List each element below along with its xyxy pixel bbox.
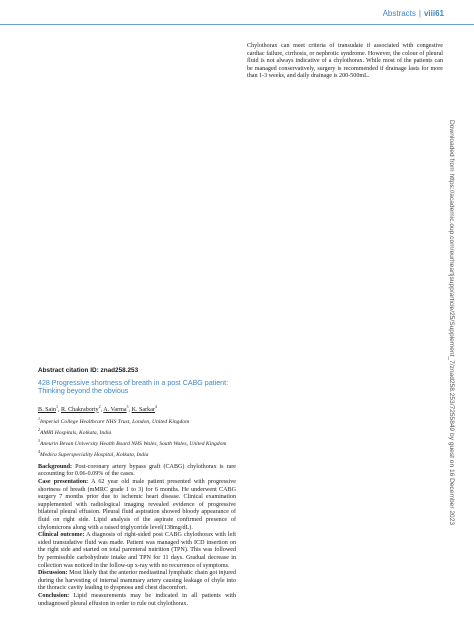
section-text: Most likely that the anterior mediastinal lymphatic chain got injured during the harvesting of internal mammary artery causing leakage of chyle into the thoracic cavity leading to dyspnoea and chest discomfort.	[38, 570, 236, 592]
abstract-block	[38, 367, 236, 608]
page-number: viii61	[423, 9, 444, 18]
author-separator: ,	[100, 406, 104, 413]
header-section: Abstracts	[382, 9, 416, 18]
header-separator: |	[418, 9, 421, 18]
affiliation-text: AMRI Hospitals, Kolkata, India	[40, 430, 112, 437]
affiliation	[38, 415, 236, 426]
affiliation-list	[38, 415, 236, 458]
author-affiliation-mark: 1	[55, 403, 58, 409]
author-list	[38, 403, 236, 415]
section-text: Lipid measurements may be indicated in all patients with undiagnosed pleural effusion in order to rule out chylothorax.	[38, 592, 236, 607]
affiliation	[38, 426, 236, 437]
author-name: R. Chakraborty	[61, 406, 99, 413]
affiliation-mark: 1	[38, 416, 40, 422]
affiliation-mark: 4	[38, 448, 40, 454]
abstract-section	[38, 593, 236, 608]
section-text: A diagnosis of right-sided post CABG chylothorax with left sided transudative fluid was made. Patient was managed with ICD insertion on the right side and started on total parenteral nutrition (TPN). This was followed by permissible carbohydrate intake and TPN for 11 days. Gradual decrease in collection was noticed in the follow-up x-ray with no recurrence of symptoms.	[38, 532, 237, 569]
author-affiliation-mark: 4	[154, 403, 157, 409]
author-name: A. Varma	[103, 406, 127, 413]
section-label: Case presentation:	[38, 479, 89, 486]
section-label: Background:	[38, 463, 73, 470]
right-column	[247, 43, 443, 81]
download-watermark: Downloaded from https://academic.oup.com/eurheartjsupp/article/25/Supplement_7/znad258.253/7255849 by guest on 16 December 2023	[448, 120, 455, 526]
affiliation	[38, 437, 236, 448]
section-text: A 62 year old male patient presented with progressive shortness of breath (mMRC grade 1 to 3) for 6 months. He underwent CABG surgery 7 months prior due to ischemic heart disease. Clinical examination supplemented with radiological imaging revealed evidence of progressive bilateral pleural effusion. Pleural fluid aspiration showed bloody appearance of fluid on right side. Lipid analysis of the aspirate confirmed presence of chylomicrons along with a raised triglyceride level(138mg/dL).	[38, 479, 236, 531]
affiliation-mark: 2	[38, 427, 40, 433]
affiliation-mark: 3	[38, 438, 40, 444]
abstract-sections	[38, 464, 236, 608]
author-affiliation-mark: 3	[126, 403, 129, 409]
section-text: Post-coronary artery bypass graft (CABG) chylothorax is rare accounting for 0.06-0.09% of the cases.	[38, 463, 236, 478]
section-label: Discussion:	[38, 570, 68, 577]
author-separator: ,	[57, 406, 61, 413]
author-separator: ,	[128, 406, 132, 413]
affiliation-text: Aneurin Bevan University Health Board NHS Wales, South Wales, United Kingdom	[40, 440, 227, 447]
citation-id: Abstract citation ID: znad258.253	[38, 367, 139, 374]
abstract-title: 428 Progressive shortness of breath in a post CABG patient: Thinking beyond the obvious	[38, 378, 229, 396]
abstract-section	[38, 464, 236, 479]
author-name: K. Sarkar	[131, 406, 155, 413]
header-rule	[0, 24, 474, 25]
continued-paragraph: Chylothorax can meet criteria of transudate if associated with congestive cardiac failure, cirrhosis, or nephrotic syndrome. However, the colour of pleural fluid is not always indicative of a chylothorax. While most of the patients can be managed conservatively, surgery is recommended if drainage lasts for more than 1-3 weeks, and daily drainage is 200-500mL.	[247, 43, 443, 80]
section-label: Conclusion:	[38, 592, 70, 599]
affiliation-text: Medica Superspeciality Hospital, Kolkata, India	[40, 451, 149, 458]
abstract-section	[38, 532, 236, 570]
running-header	[383, 9, 444, 18]
abstract-section	[38, 479, 236, 532]
author-affiliation-mark: 2	[98, 403, 101, 409]
abstract-section	[38, 570, 236, 593]
section-label: Clinical outcome:	[38, 532, 85, 539]
affiliation	[38, 448, 236, 459]
author-name: B. Sain	[38, 406, 56, 413]
affiliation-text: Imperial College Healthcare NHS Trust, London, United Kingdom	[40, 419, 190, 426]
